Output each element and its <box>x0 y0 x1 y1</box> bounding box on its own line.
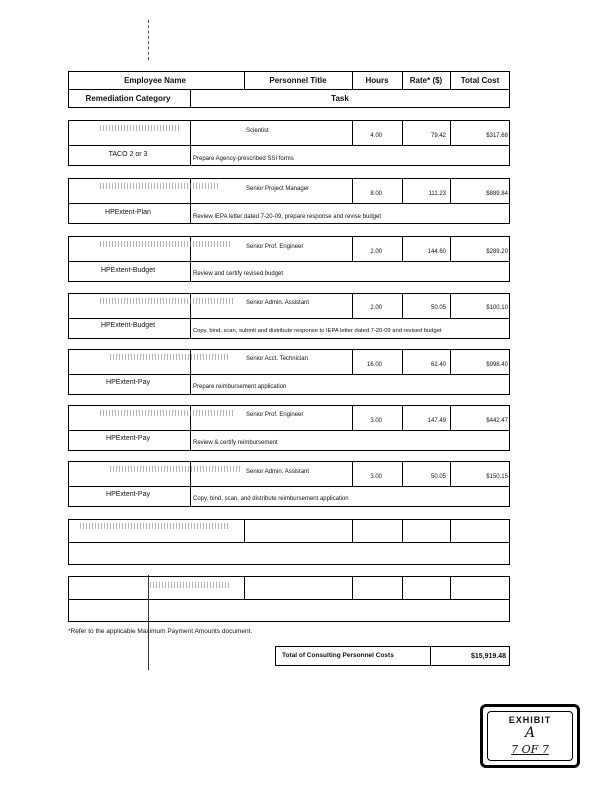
entry-divider <box>68 318 510 319</box>
entry-total: $317.68 <box>486 133 508 139</box>
entry-category: HPExtent-Plan <box>105 209 151 216</box>
entry-divider <box>68 203 510 204</box>
entry-hours: 8.00 <box>370 191 382 197</box>
totals-label: Total of Consulting Personnel Costs <box>282 652 394 659</box>
entry-rate: 79.42 <box>430 133 446 139</box>
col-remediation-category: Remediation Category <box>85 94 171 103</box>
entry-vline <box>402 349 403 374</box>
entry-total: $289.20 <box>486 249 508 255</box>
scan-artifact-line <box>148 20 149 60</box>
entry-vline <box>352 461 353 486</box>
entry-vline <box>352 120 353 145</box>
entry-total: $100.10 <box>486 305 508 311</box>
entry-vline <box>450 405 451 430</box>
entry-vline <box>450 349 451 374</box>
redacted-name <box>150 582 230 588</box>
header-vline <box>244 71 245 89</box>
entry-title: Senior Acct. Technician <box>246 356 308 362</box>
entry-total: $150.15 <box>486 474 508 480</box>
entry-rate: 144.60 <box>427 249 446 255</box>
stamp-title: EXHIBIT <box>508 715 552 725</box>
entry-vline <box>450 120 451 145</box>
entry-task: Prepare reimbursement application <box>193 384 287 390</box>
entry-title: Senior Project Manager <box>246 186 310 192</box>
stamp-page: 7 OF 7 <box>511 743 549 756</box>
redacted-name <box>100 125 180 131</box>
entry-divider <box>68 145 510 146</box>
entry-task: Prepare Agency-prescribed SSI forms <box>193 156 294 162</box>
entry-vline <box>244 519 245 542</box>
col-rate: Rate* ($) <box>409 76 443 85</box>
entry-hours: 3.00 <box>370 418 382 424</box>
entry-vline <box>352 349 353 374</box>
entry-category: HPExtent-Budget <box>100 267 156 274</box>
entry-vline <box>352 576 353 599</box>
scan-artifact-line <box>148 575 149 670</box>
totals-vline <box>430 646 431 666</box>
entry-title: Scientist <box>246 128 269 134</box>
exhibit-stamp <box>480 704 580 768</box>
entry-vline <box>244 576 245 599</box>
redacted-name <box>100 241 230 247</box>
entry-title: Senior Prof. Engineer <box>246 244 304 250</box>
entry-divider <box>68 542 510 543</box>
header-vline <box>352 71 353 89</box>
entry-total: $998.40 <box>486 362 508 368</box>
entry-vline <box>402 178 403 203</box>
entry-category: TACO 2 or 3 <box>108 151 148 158</box>
entry-vline <box>402 120 403 145</box>
redacted-name <box>110 466 240 472</box>
entry-category: HPExtent-Pay <box>106 435 150 442</box>
entry-vline <box>450 519 451 542</box>
entry-vline <box>402 461 403 486</box>
col-total-cost: Total Cost <box>460 76 500 85</box>
entry-rate: 62.40 <box>430 362 446 368</box>
entry-hours: 2.00 <box>370 305 382 311</box>
entry-title: Senior Admin. Assistant <box>246 300 310 306</box>
entry-task: Copy, bind, scan, and distribute reimbursement application <box>193 496 349 502</box>
entry-task: Review and certify revised budget <box>193 271 284 277</box>
entry-hours: 3.00 <box>370 474 382 480</box>
entry-rate: 50.05 <box>430 474 446 480</box>
entry-divider <box>68 430 510 431</box>
entry-title: Senior Admin. Assistant <box>246 469 310 475</box>
entry-vline <box>352 293 353 318</box>
entry-vline <box>402 576 403 599</box>
entry-vline <box>190 120 191 166</box>
entry-vline <box>352 519 353 542</box>
entry-category: HPExtent-Budget <box>100 322 156 329</box>
entry-title: Senior Prof. Engineer <box>246 412 304 418</box>
header-divider <box>68 89 510 90</box>
entry-vline <box>352 178 353 203</box>
entry-category: HPExtent-Pay <box>106 491 150 498</box>
entry-vline <box>402 236 403 261</box>
col-task: Task <box>331 94 349 103</box>
entry-vline <box>402 293 403 318</box>
entry-hours: 16.00 <box>366 362 382 368</box>
entry-vline <box>450 576 451 599</box>
stamp-letter: A <box>524 725 536 741</box>
footnote: *Refer to the applicable Maximum Payment Amounts document. <box>68 628 253 635</box>
header-vline <box>190 89 191 108</box>
entry-vline <box>352 405 353 430</box>
entry-vline <box>450 293 451 318</box>
redacted-name <box>80 523 230 529</box>
redacted-name <box>100 298 235 304</box>
entry-divider <box>68 374 510 375</box>
entry-vline <box>450 461 451 486</box>
entry-task: Copy, bind, scan, submit and distribute response to IEPA letter dated 7-20-09 and revised budget <box>193 328 442 334</box>
entry-category: HPExtent-Pay <box>106 379 150 386</box>
totals-value: $15,919.48 <box>470 653 506 660</box>
col-personnel-title: Personnel Title <box>269 76 327 85</box>
redacted-name <box>100 410 235 416</box>
entry-vline <box>402 519 403 542</box>
entry-rate: 50.05 <box>430 305 446 311</box>
entry-divider <box>68 486 510 487</box>
entry-vline <box>450 236 451 261</box>
col-hours: Hours <box>365 76 389 85</box>
redacted-name <box>110 354 230 360</box>
entry-vline <box>402 405 403 430</box>
entry-vline <box>352 236 353 261</box>
entry-hours: 2.00 <box>370 249 382 255</box>
entry-total: $442.47 <box>486 418 508 424</box>
entry-task: Review IEPA letter dated 7-20-09, prepare response and revise budget <box>193 214 382 220</box>
entry-task: Review & certify reimbursement <box>193 440 278 446</box>
entry-divider <box>68 599 510 600</box>
col-employee-name: Employee Name <box>124 76 186 85</box>
entry-rate: 147.49 <box>427 418 446 424</box>
entry-hours: 4.00 <box>370 133 382 139</box>
entry-divider <box>68 261 510 262</box>
redacted-name <box>100 183 220 189</box>
entry-vline <box>450 178 451 203</box>
entry-total: $889.84 <box>486 191 508 197</box>
entry-rate: 111.23 <box>428 191 446 197</box>
